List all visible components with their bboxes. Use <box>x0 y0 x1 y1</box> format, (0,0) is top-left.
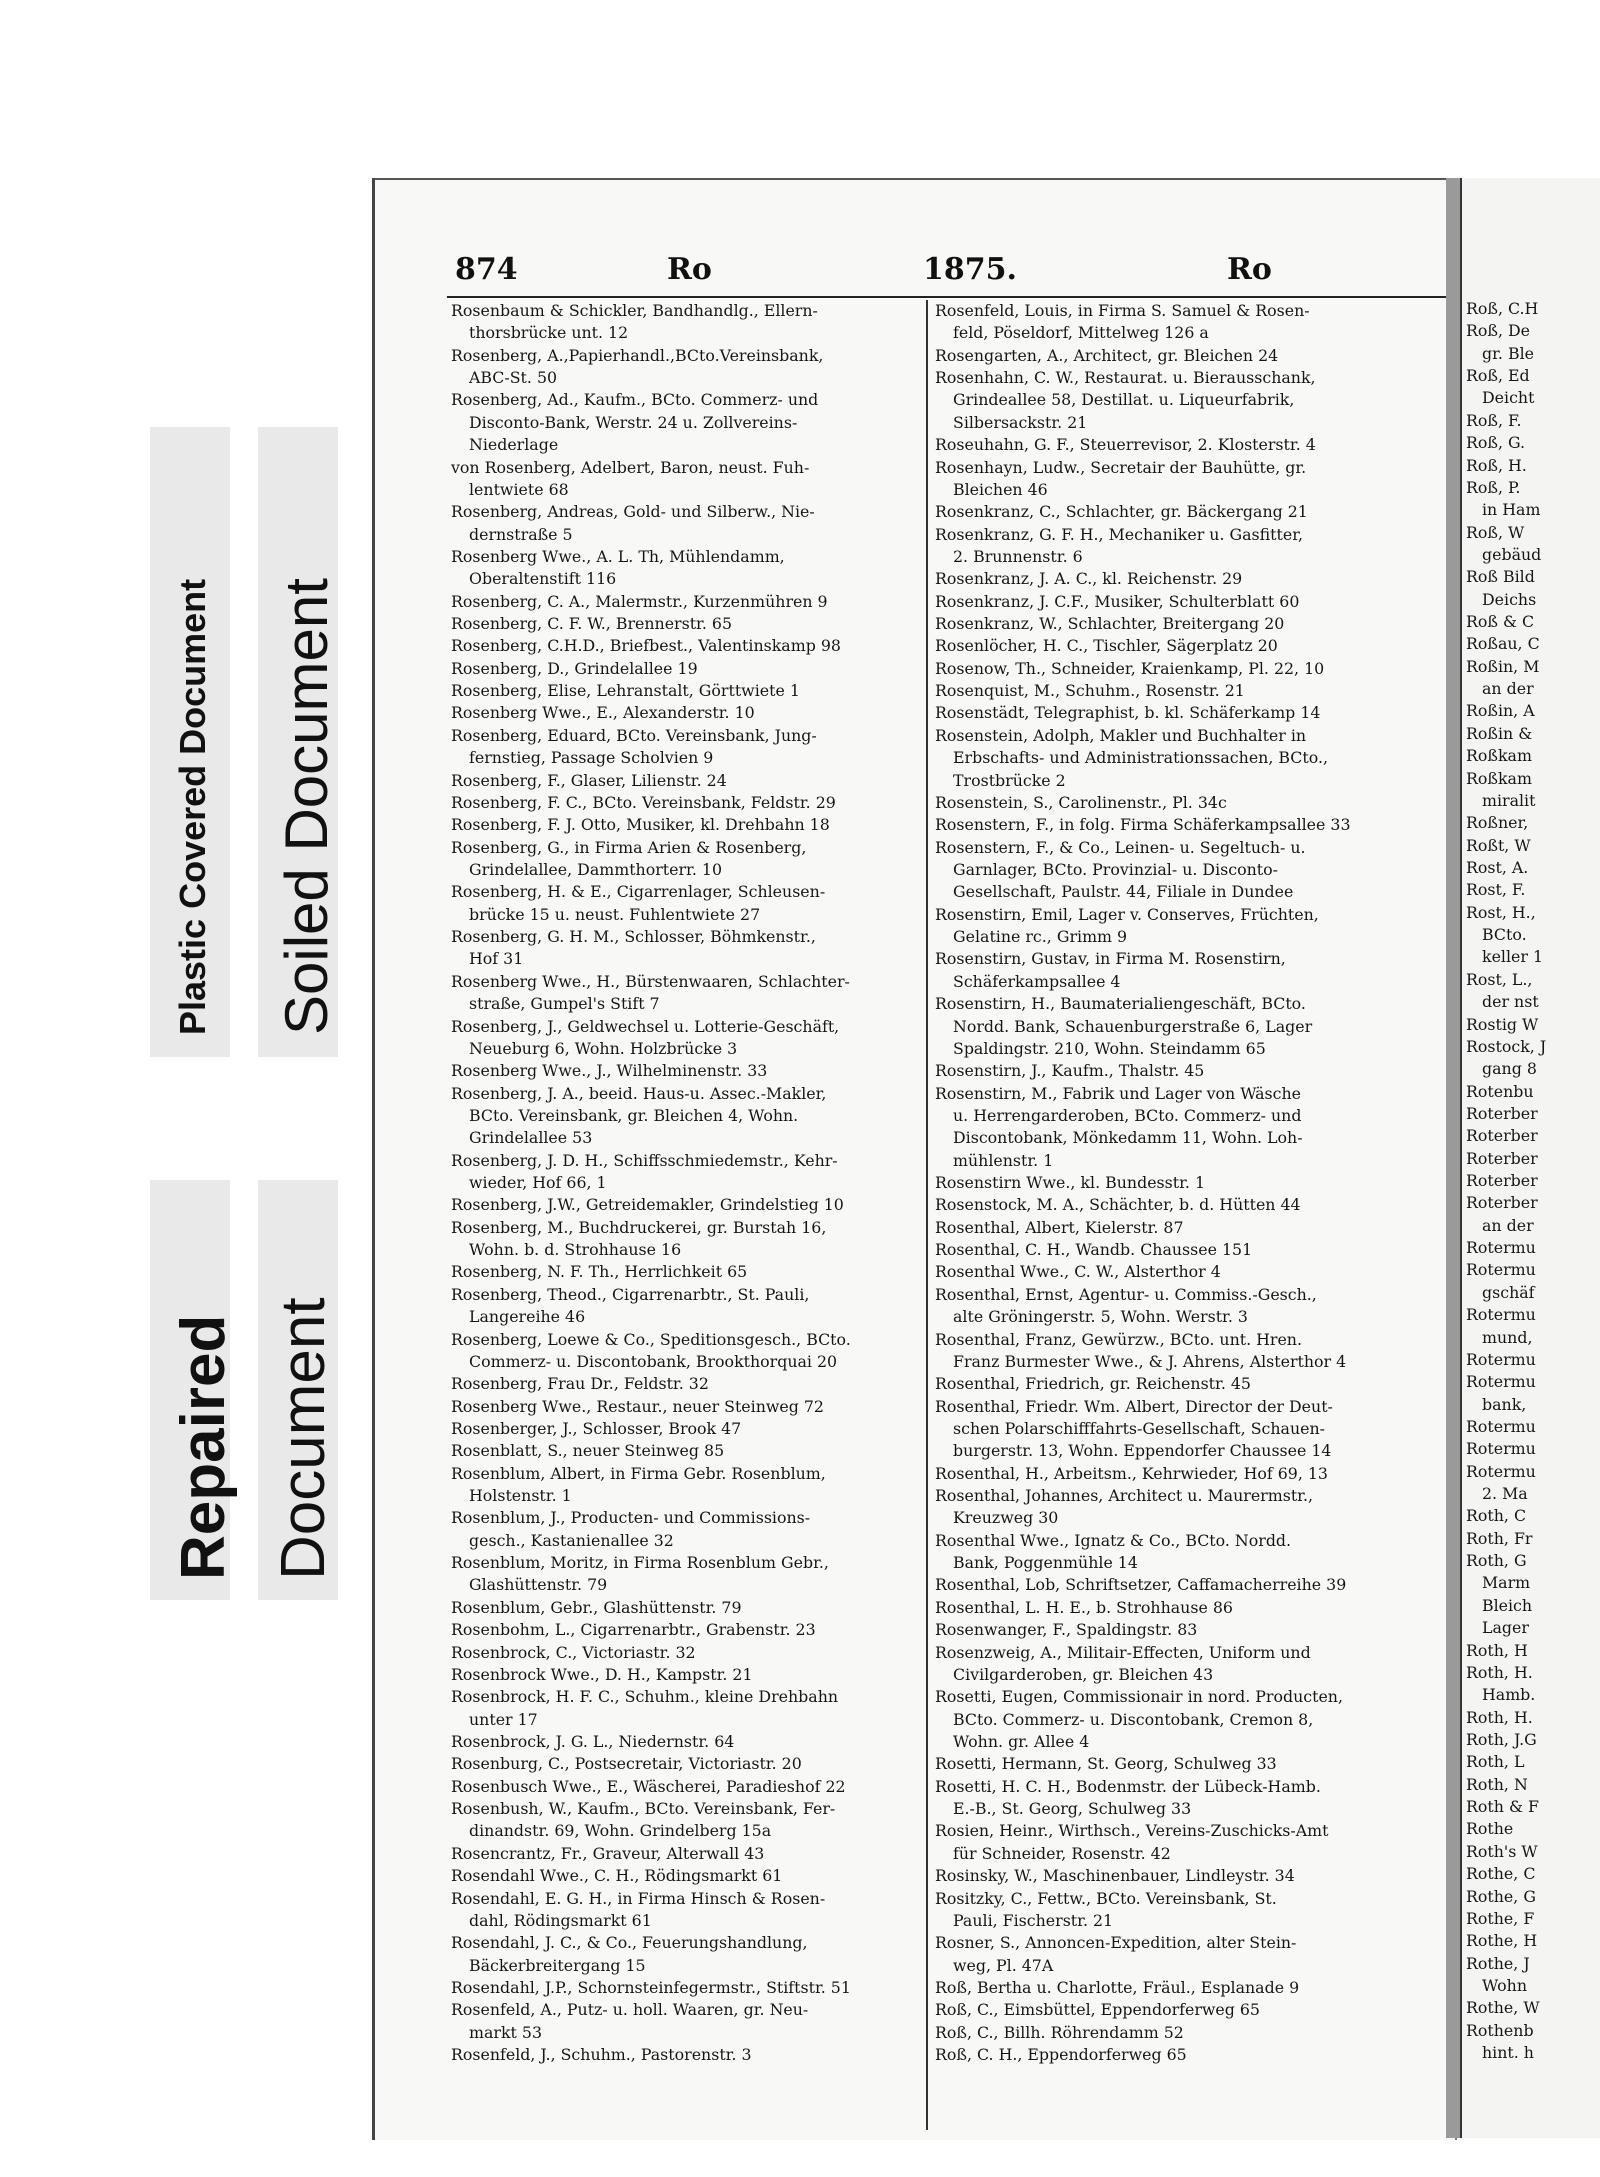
directory-entry-line: Rosenbaum & Schickler, Bandhandlg., Ellern- <box>451 301 818 320</box>
directory-entry-line: Roßkam <box>1466 746 1532 766</box>
directory-entry-line: fernstieg, Passage Scholvien 9 <box>469 748 714 768</box>
directory-entry-line: Rosenthal, Lob, Schriftsetzer, Caffamacherreihe 39 <box>935 1575 1347 1595</box>
directory-entry-line: Disconto-Bank, Werstr. 24 u. Zollvereins- <box>469 412 798 432</box>
directory-entry-line: Rosenberg, J. D. H., Schiffsschmiedemstr., Kehr- <box>451 1150 838 1170</box>
directory-page <box>372 178 1457 2140</box>
header-rule <box>447 296 1447 298</box>
directory-entry-line: Roterber <box>1466 1126 1538 1146</box>
directory-entry-line: Rosenberg, J. A., beeid. Haus-u. Assec.-Makler, <box>451 1083 827 1103</box>
directory-entry-line: Rosenkranz, J. C.F., Musiker, Schulterblatt 60 <box>935 591 1300 611</box>
directory-entry-line: Roth, C <box>1466 1506 1527 1526</box>
directory-entry-line: keller 1 <box>1482 947 1543 967</box>
directory-entry-line: Roßau, C <box>1466 634 1540 654</box>
directory-entry-line: Rosenbohm, L., Cigarrenarbtr., Grabenstr. 23 <box>451 1620 816 1640</box>
column-divider <box>926 300 928 2130</box>
directory-entry-line: Rosenberg, J., Geldwechsel u. Lotterie-Geschäft, <box>451 1016 840 1036</box>
directory-entry-line: Roß, W <box>1466 522 1525 542</box>
directory-entry-line: Civilgarderoben, gr. Bleichen 43 <box>953 1664 1214 1684</box>
directory-entry-line: Hof 31 <box>469 949 524 969</box>
directory-entry-line: Rosenthal, C. H., Wandb. Chaussee 151 <box>935 1240 1253 1260</box>
directory-entry-line: Rosenbrock, H. F. C., Schuhm., kleine Drehbahn <box>451 1687 839 1707</box>
directory-entry-line: Roß, C. H., Eppendorferweg 65 <box>935 2045 1187 2065</box>
directory-entry-line: Niederlage <box>469 435 559 455</box>
directory-entry-line: Rosenthal Wwe., Ignatz & Co., BCto. Nordd. <box>935 1530 1292 1550</box>
directory-entry-line: Roßt, W <box>1466 835 1531 855</box>
directory-entry-line: Rotermu <box>1466 1439 1536 1459</box>
directory-entry-line: Rosenberg, A.,Papierhandl.,BCto.Vereinsbank, <box>451 345 824 365</box>
directory-entry-line: Rostig W <box>1466 1014 1539 1034</box>
directory-entry-line: Rosien, Heinr., Wirthsch., Vereins-Zuschicks-Amt <box>935 1821 1329 1841</box>
directory-entry-line: Rosenberg, Ad., Kaufm., BCto. Commerz- und <box>451 390 819 410</box>
directory-entry-line: Nordd. Bank, Schauenburgerstraße 6, Lager <box>953 1016 1313 1036</box>
directory-entry-line: Roßin & <box>1466 723 1533 743</box>
directory-entry-line: Roth, L <box>1466 1752 1525 1772</box>
directory-entry-line: Rosenberg Wwe., J., Wilhelminenstr. 33 <box>451 1061 768 1081</box>
directory-entry-line: Commerz- u. Discontobank, Brookthorquai 20 <box>469 1351 838 1371</box>
directory-entry-line: Rosenberg, F. C., BCto. Vereinsbank, Feldstr. 29 <box>451 792 836 812</box>
directory-entry-line: Rothe, W <box>1466 1998 1540 2018</box>
directory-entry-line: Deicht <box>1482 388 1535 408</box>
directory-entry-line: Langereihe 46 <box>469 1307 586 1327</box>
directory-entry-line: Rosenzweig, A., Militair-Effecten, Uniform und <box>935 1642 1311 1662</box>
directory-entry-line: Rosenfeld, A., Putz- u. holl. Waaren, gr. Neu- <box>451 2000 809 2020</box>
directory-entry-line: miralit <box>1482 790 1536 810</box>
directory-entry-line: Rosendahl Wwe., C. H., Rödingsmarkt 61 <box>451 1866 783 1886</box>
directory-entry-line: Wohn. gr. Allee 4 <box>953 1732 1090 1751</box>
directory-entry-line: Rosenhayn, Ludw., Secretair der Bauhütte, gr. <box>935 457 1307 477</box>
directory-entry-line: Rosenberg, M., Buchdruckerei, gr. Burstah 16, <box>451 1217 827 1237</box>
directory-entry-line: Rosendahl, E. G. H., in Firma Hinsch & Rosen- <box>451 1888 826 1908</box>
directory-entry-line: 2. Brunnenstr. 6 <box>953 546 1083 566</box>
directory-entry-line: Rosenberg, G., in Firma Arien & Rosenberg, <box>451 837 807 857</box>
directory-entry-line: BCto. <box>1482 925 1527 945</box>
directory-entry-line: Roth, H. <box>1466 1707 1533 1727</box>
directory-entry-line: Rosenkranz, G. F. H., Mechaniker u. Gasfitter, <box>935 524 1304 544</box>
directory-entry-line: Rost, L., <box>1466 969 1533 989</box>
directory-entry-line: gebäud <box>1482 544 1542 564</box>
directory-entry-line: feld, Pöseldorf, Mittelweg 126 a <box>953 323 1209 343</box>
directory-entry-line: BCto. Vereinsbank, gr. Bleichen 4, Wohn. <box>469 1105 799 1125</box>
directory-entry-line: Rostock, J <box>1466 1036 1547 1056</box>
directory-entry-line: Rotermu <box>1466 1416 1536 1436</box>
directory-entry-line: ABC-St. 50 <box>469 368 558 388</box>
directory-entry-line: Rosenthal Wwe., C. W., Alsterthor 4 <box>935 1262 1221 1282</box>
page-number: 874 <box>455 252 518 287</box>
directory-entry-line: Gelatine rc., Grimm 9 <box>953 927 1128 947</box>
directory-entry-line: Rosenkranz, J. A. C., kl. Reichenstr. 29 <box>935 569 1243 589</box>
directory-entry-line: Rothe, H <box>1466 1931 1538 1951</box>
directory-entry-line: Rosenstirn, Gustav, in Firma M. Rosenstirn, <box>935 949 1286 969</box>
directory-entry-line: hint. h <box>1482 2043 1534 2063</box>
right-running-head: Ro <box>1227 252 1272 287</box>
directory-entry-line: Roß, Bertha u. Charlotte, Fräul., Esplanade 9 <box>935 1977 1300 1997</box>
directory-entry-line: an der <box>1482 1215 1534 1235</box>
directory-entry-line: Bleich <box>1482 1595 1533 1615</box>
directory-entry-line: Bank, Poggenmühle 14 <box>953 1553 1138 1573</box>
directory-entry-line: Gesellschaft, Paulstr. 44, Filiale in Dundee <box>953 882 1294 902</box>
directory-entry-line: BCto. Commerz- u. Discontobank, Cremon 8, <box>953 1709 1314 1729</box>
directory-entry-line: Roterber <box>1466 1171 1538 1191</box>
directory-entry-line: Rosencrantz, Fr., Graveur, Alterwall 43 <box>451 1843 765 1863</box>
directory-entry-line: Rost, A. <box>1466 857 1529 877</box>
directory-entry-line: Rosenlöcher, H. C., Tischler, Sägerplatz 20 <box>935 636 1278 656</box>
directory-entry-line: Rosenbrock Wwe., D. H., Kampstr. 21 <box>451 1664 753 1684</box>
directory-entry-line: Roß, De <box>1466 321 1531 341</box>
directory-entry-line: Rotenbu <box>1466 1081 1534 1101</box>
directory-entry-line: Rosenberg, D., Grindelallee 19 <box>451 658 698 678</box>
directory-entry-line: straße, Gumpel's Stift 7 <box>469 994 660 1014</box>
directory-entry-line: Silbersackstr. 21 <box>953 412 1088 432</box>
directory-entry-line: Roth, H. <box>1466 1662 1533 1682</box>
directory-entry-line: wieder, Hof 66, 1 <box>469 1173 607 1193</box>
directory-entry-line: Rosenberg Wwe., A. L. Th, Mühlendamm, <box>451 546 785 566</box>
directory-entry-line: Schäferkampsallee 4 <box>953 971 1121 991</box>
directory-entry-line: Bleichen 46 <box>953 479 1048 499</box>
directory-entry-line: Rosenkranz, C., Schlachter, gr. Bäckergang 21 <box>935 502 1308 522</box>
directory-entry-line: Rosenfeld, J., Schuhm., Pastorenstr. 3 <box>451 2045 752 2065</box>
directory-entry-line: Grindelallee, Dammthorterr. 10 <box>469 859 723 879</box>
directory-entry-line: Rosenthal, Albert, Kielerstr. 87 <box>935 1217 1184 1237</box>
directory-entry-line: Grindeallee 58, Destillat. u. Liqueurfabrik, <box>953 390 1295 410</box>
directory-entry-line: Rosenquist, M., Schuhm., Rosenstr. 21 <box>935 681 1245 701</box>
left-running-head: Ro <box>667 252 712 287</box>
directory-entry-line: Roß Bild <box>1466 567 1535 587</box>
directory-entry-line: Rosengarten, A., Architect, gr. Bleichen 24 <box>935 345 1279 365</box>
directory-entry-line: Grindelallee 53 <box>469 1128 593 1148</box>
directory-entry-line: dernstraße 5 <box>469 524 573 544</box>
header-year: 1875. <box>923 252 1017 287</box>
directory-entry-line: Rosenberg, N. F. Th., Herrlichkeit 65 <box>451 1262 748 1282</box>
directory-entry-line: Rosenberg, G. H. M., Schlosser, Böhmkenstr., <box>451 927 816 947</box>
directory-entry-line: Rosenstirn, J., Kaufm., Thalstr. 45 <box>935 1061 1205 1081</box>
directory-entry-line: Roth, G <box>1466 1551 1527 1571</box>
directory-entry-line: Roth, H <box>1466 1640 1528 1660</box>
directory-entry-line: lentwiete 68 <box>469 479 569 499</box>
directory-entry-line: Rosenstein, S., Carolinenstr., Pl. 34c <box>935 792 1227 812</box>
directory-entry-line: Rosenberg, C. A., Malermstr., Kurzenmühren 9 <box>451 591 828 611</box>
directory-entry-line: Wohn. b. d. Strohhause 16 <box>469 1240 682 1260</box>
directory-entry-line: Roß, C., Eimsbüttel, Eppendorferweg 65 <box>935 2000 1260 2020</box>
directory-entry-line: Rosenburg, C., Postsecretair, Victoriastr. 20 <box>451 1754 802 1774</box>
directory-entry-line: Rosenthal, H., Arbeitsm., Kehrwieder, Hof 69, 13 <box>935 1463 1328 1483</box>
directory-entry-line: Roseuhahn, G. F., Steuerrevisor, 2. Klosterstr. 4 <box>935 435 1316 455</box>
directory-entry-line: Franz Burmester Wwe., & J. Ahrens, Alsterthor 4 <box>953 1351 1347 1371</box>
directory-entry-line: Roß, C.H <box>1466 299 1539 318</box>
directory-entry-line: dinandstr. 69, Wohn. Grindelberg 15a <box>469 1821 772 1841</box>
directory-entry-line: Pauli, Fischerstr. 21 <box>953 1910 1114 1930</box>
side-labels-panel <box>0 0 380 2177</box>
directory-entry-line: dahl, Rödingsmarkt 61 <box>469 1910 652 1930</box>
directory-entry-line: Spaldingstr. 210, Wohn. Steindamm 65 <box>953 1038 1266 1058</box>
directory-entry-line: Rost, F. <box>1466 880 1526 900</box>
directory-entry-line: Rosenthal, Franz, Gewürzw., BCto. unt. Hren. <box>935 1329 1303 1349</box>
document-label: Document <box>269 1297 338 1580</box>
directory-entry-line: Lager <box>1482 1618 1529 1638</box>
directory-entry-line: für Schneider, Rosenstr. 42 <box>953 1843 1171 1863</box>
directory-entry-line: Rosenstein, Adolph, Makler und Buchhalter in <box>935 725 1307 745</box>
directory-entry-line: gr. Ble <box>1482 343 1534 363</box>
directory-entry-line: Rosenwanger, F., Spaldingstr. 83 <box>935 1620 1198 1640</box>
directory-entry-line: Rothe <box>1466 1819 1514 1839</box>
directory-entry-line: Wohn <box>1482 1975 1528 1995</box>
directory-entry-line: von Rosenberg, Adelbert, Baron, neust. Fuh- <box>451 457 810 477</box>
directory-entry-line: Rosenthal, Friedr. Wm. Albert, Director der Deut- <box>935 1396 1333 1416</box>
directory-entry-line: Roßin, M <box>1466 656 1540 676</box>
directory-entry-line: Rosetti, Eugen, Commissionair in nord. Producten, <box>935 1687 1343 1707</box>
directory-entry-line: Rosendahl, J.P., Schornsteinfegermstr., Stiftstr. 51 <box>451 1977 851 1997</box>
directory-entry-line: Rotermu <box>1466 1260 1536 1280</box>
directory-entry-line: Rotermu <box>1466 1461 1536 1481</box>
directory-entry-line: Rosenbush, W., Kaufm., BCto. Vereinsbank, Fer- <box>451 1799 836 1819</box>
directory-entry-line: Holstenstr. 1 <box>469 1486 572 1506</box>
directory-entry-line: Rosenstirn, H., Baumaterialiengeschäft, BCto. <box>935 994 1306 1014</box>
directory-entry-line: Rosenblum, Albert, in Firma Gebr. Rosenblum, <box>451 1463 826 1483</box>
directory-entry-line: Rosetti, Hermann, St. Georg, Schulweg 33 <box>935 1754 1277 1774</box>
directory-entry-line: Rotermu <box>1466 1349 1536 1369</box>
directory-entry-line: Rosenblatt, S., neuer Steinweg 85 <box>451 1441 725 1461</box>
directory-entry-line: Hamb. <box>1482 1685 1536 1705</box>
directory-entry-line: Rosenfeld, Louis, in Firma S. Samuel & Rosen- <box>935 301 1310 320</box>
directory-entry-line: Roß, H. <box>1466 455 1527 475</box>
directory-entry-line: brücke 15 u. neust. Fuhlentwiete 27 <box>469 904 761 924</box>
directory-entry-line: Rosenstirn, Emil, Lager v. Conserves, Früchten, <box>935 904 1319 924</box>
directory-entry-line: Roterber <box>1466 1193 1538 1213</box>
directory-entry-line: Roß & C <box>1466 612 1535 632</box>
directory-entry-line: mühlenstr. 1 <box>953 1150 1054 1170</box>
directory-entry-line: Rosenblum, Moritz, in Firma Rosenblum Gebr., <box>451 1553 829 1573</box>
directory-entry-line: Rotermu <box>1466 1305 1536 1325</box>
directory-entry-line: Rosenblum, J., Producten- und Commissions- <box>451 1508 811 1528</box>
directory-entry-line: Rosenberg, C.H.D., Briefbest., Valentinskamp 98 <box>451 636 841 656</box>
directory-entry-line: Rosenberg Wwe., Restaur., neuer Steinweg 72 <box>451 1396 824 1416</box>
directory-entry-line: gesch., Kastanienallee 32 <box>469 1530 674 1550</box>
directory-entry-line: Rotermu <box>1466 1238 1536 1258</box>
directory-entry-line: Rosenow, Th., Schneider, Kraienkamp, Pl. 22, 10 <box>935 658 1325 678</box>
directory-entry-line: Deichs <box>1482 589 1537 609</box>
directory-entry-line: Rosenberg, J.W., Getreidemakler, Grindelstieg 10 <box>451 1195 844 1215</box>
directory-entry-line: Rosenberg, Eduard, BCto. Vereinsbank, Jung- <box>451 725 817 745</box>
directory-entry-line: Rotermu <box>1466 1372 1536 1392</box>
directory-entry-line: Rositzky, C., Fettw., BCto. Vereinsbank, St. <box>935 1888 1277 1908</box>
directory-entry-line: schen Polarschifffahrts-Gesellschaft, Schauen- <box>953 1418 1325 1438</box>
directory-entry-line: Rosenberg Wwe., H., Bürstenwaaren, Schlachter- <box>451 971 850 991</box>
directory-entry-line: Rothe, G <box>1466 1886 1536 1906</box>
directory-entry-line: Roß, G. <box>1466 433 1526 453</box>
directory-entry-line: Oberaltenstift 116 <box>469 569 617 589</box>
directory-entry-line: Roth, N <box>1466 1774 1528 1794</box>
book-gutter <box>1446 178 1460 2138</box>
page-header <box>455 252 1435 292</box>
directory-entry-line: Rosenberg, H. & E., Cigarrenlager, Schleusen- <box>451 882 826 902</box>
directory-entry-line: Trostbrücke 2 <box>953 770 1066 790</box>
directory-entry-line: Rosenberg, Theod., Cigarrenarbtr., St. Pauli, <box>451 1284 810 1304</box>
directory-entry-line: thorsbrücke unt. 12 <box>469 323 629 343</box>
directory-entry-line: Roßkam <box>1466 768 1532 788</box>
directory-entry-line: Glashüttenstr. 79 <box>469 1575 608 1595</box>
directory-entry-line: 2. Ma <box>1482 1484 1528 1504</box>
directory-entry-line: Rosenberg, Loewe & Co., Speditionsgesch., BCto. <box>451 1329 851 1349</box>
directory-entry-line: Rosenbrock, C., Victoriastr. 32 <box>451 1642 696 1662</box>
directory-entry-line: Roß, P. <box>1466 477 1521 497</box>
directory-entry-line: Rosenberger, J., Schlosser, Brook 47 <box>451 1418 742 1438</box>
directory-entry-line: Roßin, A <box>1466 701 1535 721</box>
directory-entry-line: Rosenstirn Wwe., kl. Bundesstr. 1 <box>935 1173 1206 1193</box>
right-column <box>935 300 1451 2066</box>
directory-entry-line: Marm <box>1482 1573 1531 1593</box>
directory-entry-line: Rosenberg, Andreas, Gold- und Silberw., Nie- <box>451 502 815 522</box>
directory-entry-line: Discontobank, Mönkedamm 11, Wohn. Loh- <box>953 1128 1303 1148</box>
directory-entry-line: Neueburg 6, Wohn. Holzbrücke 3 <box>469 1038 738 1058</box>
directory-entry-line: Roterber <box>1466 1103 1538 1123</box>
directory-entry-line: gschäf <box>1482 1282 1535 1302</box>
directory-entry-line: markt 53 <box>469 2022 542 2042</box>
directory-entry-line: Rosenberg, F., Glaser, Lilienstr. 24 <box>451 770 727 790</box>
directory-entry-line: Rosenberg Wwe., E., Alexanderstr. 10 <box>451 703 755 723</box>
directory-entry-line: in Ham <box>1482 500 1541 520</box>
directory-entry-line: Rosner, S., Annoncen-Expedition, alter Stein- <box>935 1933 1297 1953</box>
directory-entry-line: Roßner, <box>1466 813 1529 833</box>
directory-entry-line: Rosenkranz, W., Schlachter, Breitergang 20 <box>935 614 1285 634</box>
directory-entry-line: gang 8 <box>1482 1059 1537 1079</box>
directory-entry-line: alte Gröningerstr. 5, Wohn. Werstr. 3 <box>953 1307 1248 1327</box>
repaired-label: Repaired <box>169 1314 238 1580</box>
directory-entry-line: burgerstr. 13, Wohn. Eppendorfer Chaussee 14 <box>953 1441 1332 1461</box>
directory-entry-line: Rosendahl, J. C., & Co., Feuerungshandlung, <box>451 1933 808 1953</box>
directory-entry-line: E.-B., St. Georg, Schulweg 33 <box>953 1799 1192 1819</box>
directory-entry-line: Roth's W <box>1466 1841 1538 1861</box>
directory-entry-line: Rothe, C <box>1466 1864 1536 1884</box>
directory-entry-line: bank, <box>1482 1394 1527 1414</box>
directory-entry-line: Rosenstern, F., in folg. Firma Schäferkampsallee 33 <box>935 815 1351 835</box>
directory-entry-line: weg, Pl. 47A <box>953 1955 1054 1975</box>
directory-entry-line: Rosenstock, M. A., Schächter, b. d. Hütten 44 <box>935 1195 1301 1215</box>
directory-entry-line: Rosenblum, Gebr., Glashüttenstr. 79 <box>451 1597 742 1617</box>
directory-entry-line: Roth, Fr <box>1466 1528 1533 1548</box>
soiled-document-label: Soiled Document <box>273 578 340 1035</box>
next-page-column <box>1466 298 1600 2064</box>
directory-entry-line: Rosenberg, Frau Dr., Feldstr. 32 <box>451 1374 709 1394</box>
directory-entry-line: Roß, C., Billh. Röhrendamm 52 <box>935 2022 1184 2042</box>
directory-entry-line: Rosenthal, Ernst, Agentur- u. Commiss.-Gesch., <box>935 1284 1317 1304</box>
directory-entry-line: Rosenberg, Elise, Lehranstalt, Görttwiete 1 <box>451 681 800 701</box>
directory-entry-line: Rost, H., <box>1466 902 1536 922</box>
directory-entry-line: Roß, F. <box>1466 410 1522 430</box>
directory-entry-line: Garnlager, BCto. Provinzial- u. Disconto- <box>953 859 1278 879</box>
plastic-covered-label: Plastic Covered Document <box>172 578 213 1035</box>
directory-entry-line: Rosenstern, F., & Co., Leinen- u. Segeltuch- u. <box>935 837 1306 857</box>
directory-entry-line: Erbschafts- und Administrationssachen, BCto., <box>953 748 1328 768</box>
next-page-edge <box>1460 178 1600 2138</box>
directory-entry-line: Roß, Ed <box>1466 366 1530 386</box>
directory-entry-line: Rosenthal, Friedrich, gr. Reichenstr. 45 <box>935 1374 1251 1394</box>
directory-entry-line: Bäckerbreitergang 15 <box>469 1955 646 1975</box>
directory-entry-line: Rosenbusch Wwe., E., Wäscherei, Paradieshof 22 <box>451 1776 846 1796</box>
directory-entry-line: Rothe, J <box>1466 1953 1530 1973</box>
directory-entry-line: Rosenberg, C. F. W., Brennerstr. 65 <box>451 614 733 634</box>
directory-entry-line: Rosenstirn, M., Fabrik und Lager von Wäsche <box>935 1083 1301 1103</box>
directory-entry-line: an der <box>1482 679 1534 699</box>
directory-entry-line: Rosenstädt, Telegraphist, b. kl. Schäferkamp 14 <box>935 703 1321 723</box>
directory-entry-line: Rosenthal, Johannes, Architect u. Maurermstr., <box>935 1486 1314 1506</box>
directory-entry-line: mund, <box>1482 1327 1533 1347</box>
directory-entry-line: Rosenhahn, C. W., Restaurat. u. Bierausschank, <box>935 368 1316 388</box>
directory-entry-line: u. Herrengarderoben, BCto. Commerz- und <box>953 1105 1302 1125</box>
directory-entry-line: Rothe, F <box>1466 1908 1535 1928</box>
directory-entry-line: unter 17 <box>469 1709 538 1729</box>
left-column <box>451 300 919 2066</box>
directory-entry-line: Rosetti, H. C. H., Bodenmstr. der Lübeck-Hamb. <box>935 1776 1321 1796</box>
directory-entry-line: Roterber <box>1466 1148 1538 1168</box>
directory-entry-line: Rothenb <box>1466 2020 1534 2040</box>
directory-entry-line: Rosenbrock, J. G. L., Niedernstr. 64 <box>451 1732 735 1751</box>
directory-entry-line: Kreuzweg 30 <box>953 1508 1059 1528</box>
directory-entry-line: Rosenthal, L. H. E., b. Strohhause 86 <box>935 1597 1233 1617</box>
directory-entry-line: Rosinsky, W., Maschinenbauer, Lindleystr. 34 <box>935 1866 1295 1886</box>
directory-entry-line: der nst <box>1482 992 1539 1012</box>
directory-entry-line: Roth, J.G <box>1466 1730 1537 1749</box>
directory-entry-line: Rosenberg, F. J. Otto, Musiker, kl. Drehbahn 18 <box>451 815 830 835</box>
directory-entry-line: Roth & F <box>1466 1797 1539 1817</box>
